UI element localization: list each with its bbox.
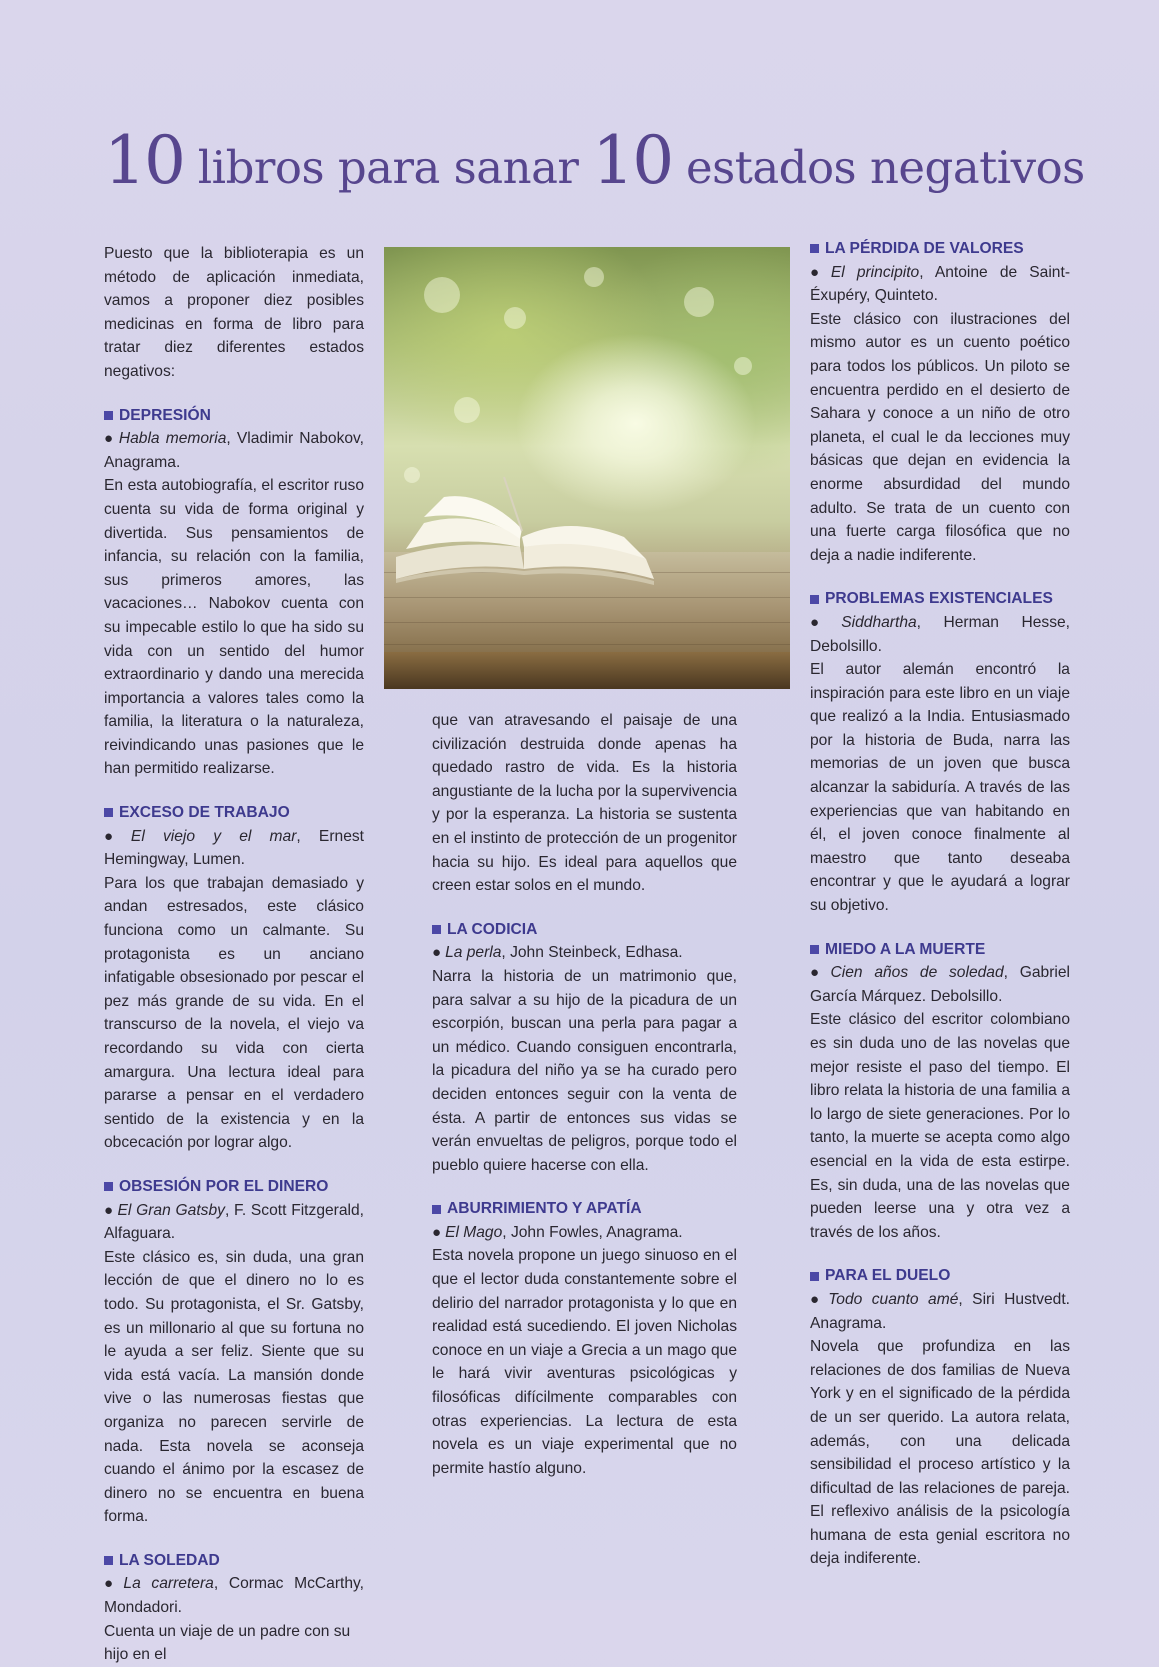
square-bullet-icon — [810, 595, 819, 604]
section-heading: MIEDO A LA MUERTE — [810, 938, 1070, 962]
column-1 — [104, 242, 364, 1667]
section-la-perdida-de-valores — [810, 237, 1070, 567]
open-book-icon — [384, 247, 790, 689]
section-la-codicia — [432, 918, 737, 1178]
bullet-icon: ● — [810, 613, 838, 631]
section-heading: LA PÉRDIDA DE VALORES — [810, 237, 1070, 261]
square-bullet-icon — [104, 411, 113, 420]
book-reference: ● Cien años de soledad, Gabriel García Márquez. Debolsillo. — [810, 964, 1071, 1005]
square-bullet-icon — [104, 808, 113, 817]
bullet-icon: ● — [104, 827, 127, 845]
section-text: Este clásico es, sin duda, una gran lección de que el dinero no lo es todo. Su protagonista, el Sr. Gatsby, es un millonario al que su fortuna no le ayuda a ser feliz. Siente que su vida está vacía. La mansión donde vive o las numerosas fiestas que organiza no parecen servirle de nada. Esta novela se aconseja cuando el ánimo por la escasez de dinero no se encuentra en buena forma. — [104, 1248, 364, 1526]
book-reference: ● Habla memoria, Vladimir Nabokov, Anagrama. — [104, 430, 365, 471]
book-reference: ● La perla, John Steinbeck, Edhasa. — [432, 944, 683, 962]
section-text: Este clásico con ilustraciones del mismo autor es un cuento poético para todos los públicos. Un piloto se encuentra perdido en el desierto de Sahara y conoce a un niño de otro planeta, el cual le da lecciones muy básicas que dejan en evidencia la enorme absurdidad del mundo adulto. Se trata de un cuento con una fuerte carga filosófica que no deja a nadie indiferente. — [810, 310, 1070, 564]
section-text: Esta novela propone un juego sinuoso en el que el lector duda constantemente sobre el delirio del narrador protagonista y lo que en realidad está sucediendo. El joven Nicholas conoce en un viaje a Grecia a un mago que le hará vivir aventuras psicológicas y filosóficas difícilmente comparables con otras experiencias. La lectura de esta novela es un viaje experimental que no permite hastío alguno. — [432, 1247, 737, 1477]
bullet-icon: ● — [104, 430, 115, 448]
book-reference: ● Todo cuanto amé, Siri Hustvedt. Anagrama. — [810, 1290, 1071, 1332]
bullet-icon: ● — [810, 964, 827, 982]
page-title: 10 libros para sanar 10 estados negativos — [104, 122, 1085, 199]
section-obsesion-por-el-dinero — [104, 1175, 364, 1529]
section-depresion — [104, 404, 364, 782]
square-bullet-icon — [432, 1205, 441, 1214]
section-heading: OBSESIÓN POR EL DINERO — [104, 1175, 364, 1199]
section-text: Narra la historia de un matrimonio que, para salvar a su hijo de la picadura de un escorpión, buscan una perla para pagar a un médico. Cuando consiguen encontrarla, la picadura del niño ya se ha curado pero deciden entonces seguir con la venta de ésta. A partir de entonces sus vidas se verán envueltas de peligros, porque todo el pueblo quiere hacerse con ella. — [432, 967, 737, 1174]
section-heading: DEPRESIÓN — [104, 404, 364, 428]
square-bullet-icon — [104, 1182, 113, 1191]
section-heading: PARA EL DUELO — [810, 1264, 1070, 1288]
book-reference: ● El Gran Gatsby, F. Scott Fitzgerald, Alfaguara. — [104, 1201, 364, 1243]
book-reference: ● El Mago, John Fowles, Anagrama. — [432, 1223, 683, 1241]
section-heading: ABURRIMIENTO Y APATÍA — [432, 1197, 737, 1221]
bullet-icon: ● — [432, 944, 442, 962]
column-3 — [810, 237, 1070, 1571]
bullet-icon: ● — [810, 263, 827, 281]
section-text: Cuenta un viaje de un padre con su hijo en el — [104, 1622, 351, 1664]
book-reference: ● El viejo y el mar, Ernest Hemingway, Lumen. — [104, 827, 364, 869]
section-heading: LA SOLEDAD — [104, 1549, 364, 1573]
section-problemas-existenciales — [810, 587, 1070, 917]
bullet-icon: ● — [104, 1201, 114, 1219]
section-para-el-duelo — [810, 1264, 1070, 1571]
book-reference: ● Siddhartha, Herman Hesse, Debolsillo. — [810, 613, 1070, 655]
square-bullet-icon — [432, 925, 441, 934]
section-aburrimiento-y-apatia — [432, 1197, 737, 1480]
section-heading: EXCESO DE TRABAJO — [104, 801, 364, 825]
square-bullet-icon — [810, 1272, 819, 1281]
open-book-photo — [384, 247, 790, 689]
section-text: El autor alemán encontró la inspiración para este libro en un viaje que realizó a la India. Entusiasmado por la historia de Buda, narra las memorias de un joven que busca alcanzar la sabiduría. A través de las experiencias que van habitando en él, el joven conoce finalmente al maestro que tanto deseaba encontrar y que le ayudará a lograr su objetivo. — [810, 661, 1070, 915]
section-text: En esta autobiografía, el escritor ruso cuenta su vida de forma original y divertida. Sus pensamientos de infancia, su relación con la familia, sus primeros amores, las vacaciones… Nabokov cuenta con su impecable estilo lo que ha sido su vida con un sentido del humor extraordinario y dando una merecida importancia a valores tales como la familia, la literatura o la naturaleza, reivindicando unas pasiones que le han permitido realizarse. — [104, 477, 364, 778]
section-heading: PROBLEMAS EXISTENCIALES — [810, 587, 1070, 611]
book-reference: ● El principito, Antoine de Saint-Éxupéry, Quinteto. — [810, 263, 1071, 305]
intro-text: Puesto que la biblioterapia es un método de aplicación inmediata, vamos a proponer diez posibles medicinas en forma de libro para tratar diez diferentes estados negativos: — [104, 245, 364, 380]
section-miedo-a-la-muerte — [810, 938, 1070, 1245]
bullet-icon: ● — [104, 1575, 120, 1593]
square-bullet-icon — [810, 244, 819, 253]
section-text-continued: que van atravesando el paisaje de una civilización destruida donde apenas ha quedado rastro de vida. Es la historia angustiante de la lucha por la supervivencia y por la esperanza. La historia se sustenta en el instinto de protección de un progenitor hacia su hijo. Es ideal para aquellos que creen estar solos en el mundo. — [432, 712, 737, 895]
square-bullet-icon — [810, 945, 819, 954]
book-reference: ● La carretera, Cormac McCarthy, Mondadori. — [104, 1575, 364, 1617]
bullet-icon: ● — [810, 1290, 825, 1308]
column-2 — [432, 709, 737, 1480]
section-text: Novela que profundiza en las relaciones de dos familias de Nueva York y en el significado de la pérdida de un ser querido. La autora relata, además, con una delicada sensibilidad el proceso artístico y la dificultad de las relaciones de pareja. El reflexivo análisis de la psicología humana de esta genial escritora no deja indiferente. — [810, 1338, 1070, 1568]
section-heading: LA CODICIA — [432, 918, 737, 942]
square-bullet-icon — [104, 1556, 113, 1565]
bullet-icon: ● — [432, 1223, 442, 1241]
section-la-soledad — [104, 1549, 364, 1667]
section-text: Para los que trabajan demasiado y andan estresados, este clásico funciona como un calmante. Su protagonista es un anciano infatigable obsesionado por pescar el pez más grande de su vida. En el transcurso de la novela, el viejo va recordando su vida con cierta amargura. Una lectura ideal para pararse a pensar en el verdadero sentido de la existencia y en la obcecación por lograr algo. — [104, 874, 364, 1152]
section-text: Este clásico del escritor colombiano es sin duda uno de las novelas que mejor resiste el paso del tiempo. El libro relata la historia de una familia a lo largo de siete generaciones. Por lo tanto, la muerte se acepta como algo esencial en la vida de esta estirpe. Es, sin duda, una de las novelas que pueden leerse una y otra vez a través de los años. — [810, 1011, 1070, 1241]
section-exceso-de-trabajo — [104, 801, 364, 1155]
